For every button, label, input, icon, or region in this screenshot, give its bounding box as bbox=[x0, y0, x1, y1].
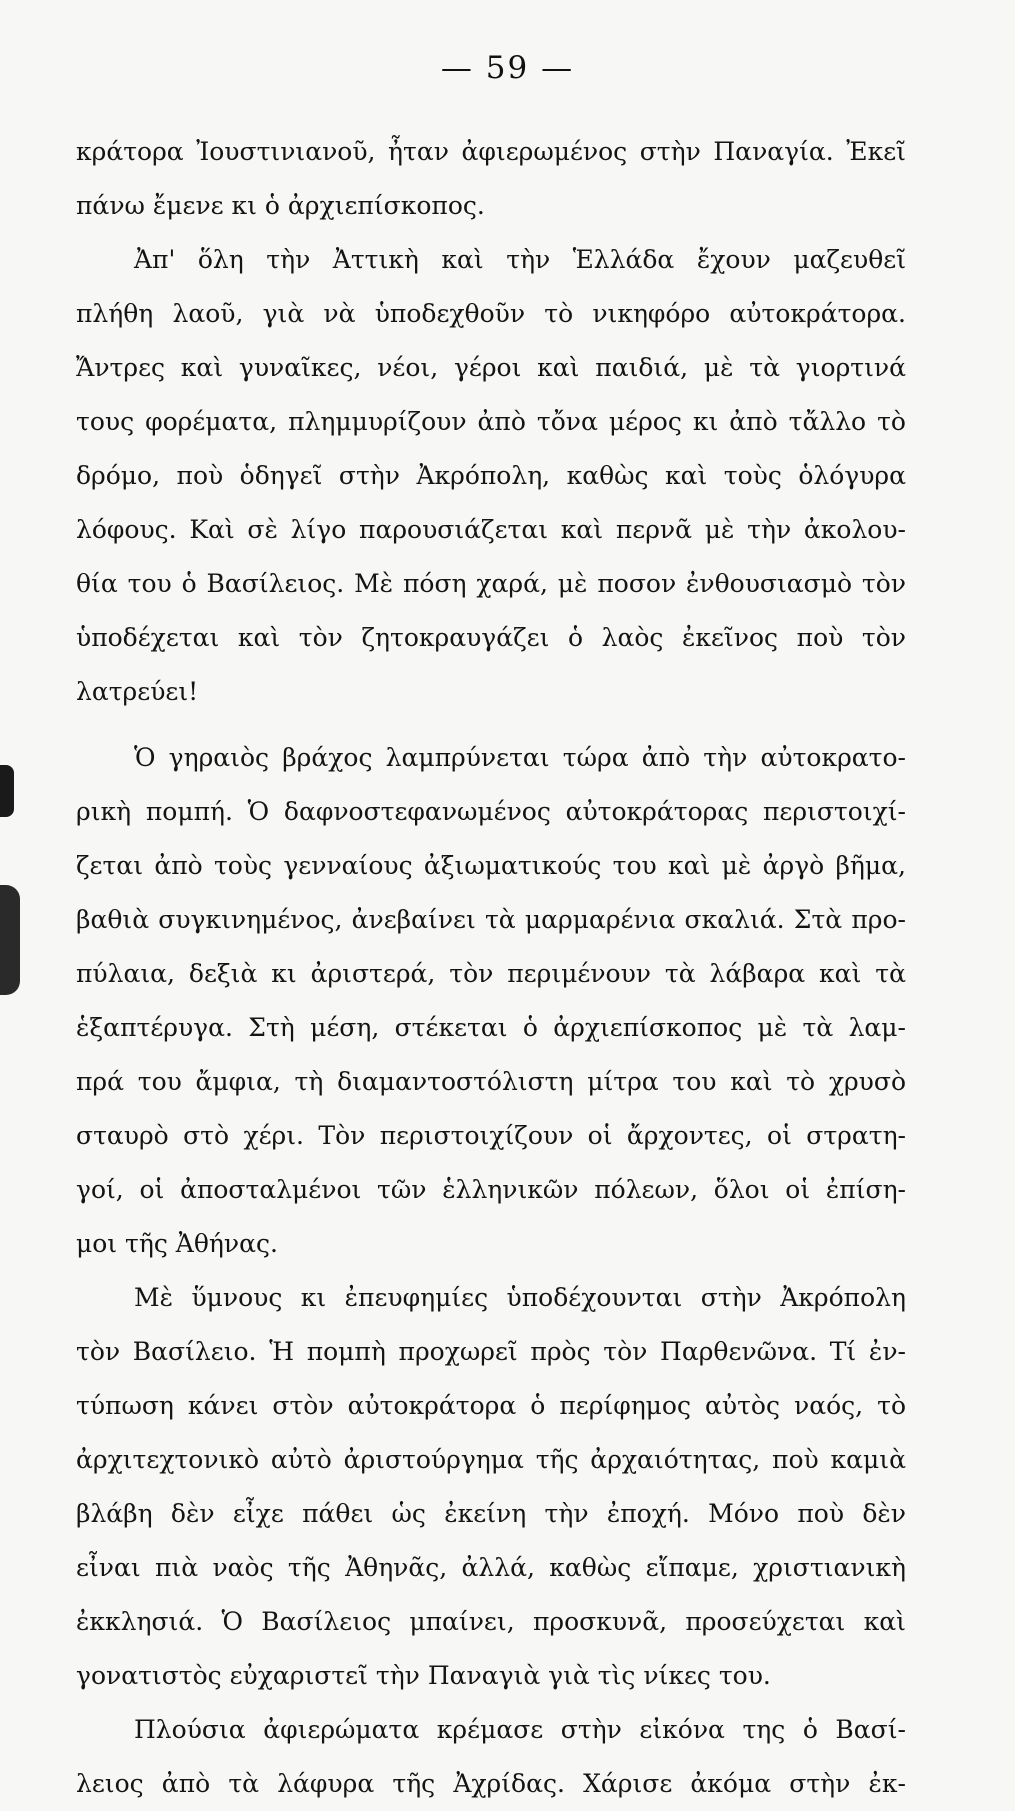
text-line: πύλαια, δεξιὰ κι ἀριστερά, τὸν περιμένουν τὰ λάβαρα καὶ τὰ bbox=[76, 959, 906, 988]
text-line: πρά του ἄμφια, τὴ διαμαντοστόλιστη μίτρα του καὶ τὸ χρυσὸ bbox=[76, 1067, 906, 1096]
text-line: πλήθη λαοῦ, γιὰ νὰ ὑποδεχθοῦν τὸ νικηφόρο αὐτοκράτορα. bbox=[76, 299, 906, 328]
text-line: ὑποδέχεται καὶ τὸν ζητοκραυγάζει ὁ λαὸς ἐκεῖνος ποὺ τὸν bbox=[76, 623, 906, 652]
page-number: — 59 — bbox=[440, 50, 575, 86]
text-line: λειος ἀπὸ τὰ λάφυρα τῆς Ἀχρίδας. Χάρισε ἀκόμα στὴν ἐκ- bbox=[76, 1769, 906, 1798]
text-line: μοι τῆς Ἀθήνας. bbox=[76, 1229, 278, 1258]
text-line: τύπωση κάνει στὸν αὐτοκράτορα ὁ περίφημος αὐτὸς ναός, τὸ bbox=[76, 1391, 906, 1420]
text-line: γονατιστὸς εὐχαριστεῖ τὴν Παναγιὰ γιὰ τὶς νίκες του. bbox=[76, 1661, 771, 1690]
text-line: γοί, οἱ ἀποσταλμένοι τῶν ἑλληνικῶν πόλεων, ὅλοι οἱ ἐπίση- bbox=[76, 1175, 906, 1204]
text-line: εἶναι πιὰ ναὸς τῆς Ἀθηνᾶς, ἀλλά, καθὼς εἴπαμε, χριστιανικὴ bbox=[76, 1553, 906, 1582]
text-line: ἐκκλησιά. Ὁ Βασίλειος μπαίνει, προσκυνᾶ, προσεύχεται καὶ bbox=[76, 1607, 906, 1636]
scan-edge-shadow bbox=[0, 765, 14, 817]
text-line: ζεται ἀπὸ τοὺς γενναίους ἀξιωματικούς του καὶ μὲ ἀργὸ βῆμα, bbox=[76, 851, 906, 880]
paragraph-start-line: Ὁ γηραιὸς βράχος λαμπρύνεται τώρα ἀπὸ τὴν αὐτοκρατο- bbox=[134, 743, 906, 772]
paragraph-start-line: Μὲ ὕμνους κι ἐπευφημίες ὑποδέχουνται στὴν Ἀκρόπολη bbox=[134, 1283, 906, 1312]
text-line: κράτορα Ἰουστινιανοῦ, ἦταν ἀφιερωμένος στὴν Παναγία. Ἐκεῖ bbox=[76, 137, 906, 166]
text-line: τὸν Βασίλειο. Ἡ πομπὴ προχωρεῖ πρὸς τὸν Παρθενῶνα. Τί ἐν- bbox=[76, 1337, 906, 1366]
text-line: δρόμο, ποὺ ὁδηγεῖ στὴν Ἀκρόπολη, καθὼς καὶ τοὺς ὁλόγυρα bbox=[76, 461, 906, 490]
paragraph-start-line: Ἀπ' ὅλη τὴν Ἀττικὴ καὶ τὴν Ἑλλάδα ἔχουν μαζευθεῖ bbox=[134, 245, 906, 274]
text-line: τους φορέματα, πλημμυρίζουν ἀπὸ τὄνα μέρος κι ἀπὸ τἄλλο τὸ bbox=[76, 407, 906, 436]
text-line: πάνω ἔμενε κι ὁ ἀρχιεπίσκοπος. bbox=[76, 191, 485, 220]
text-line: βλάβη δὲν εἶχε πάθει ὡς ἐκείνη τὴν ἐποχή. Μόνο ποὺ δὲν bbox=[76, 1499, 906, 1528]
text-line: Ἄντρες καὶ γυναῖκες, νέοι, γέροι καὶ παιδιά, μὲ τὰ γιορτινά bbox=[76, 353, 906, 382]
page-body-text bbox=[76, 125, 906, 1811]
text-line: ἑξαπτέρυγα. Στὴ μέση, στέκεται ὁ ἀρχιεπίσκοπος μὲ τὰ λαμ- bbox=[76, 1013, 906, 1042]
text-line: θία του ὁ Βασίλειος. Μὲ πόση χαρά, μὲ ποσον ἐνθουσιασμὸ τὸν bbox=[76, 569, 906, 598]
text-line: βαθιὰ συγκινημένος, ἀνεβαίνει τὰ μαρμαρένια σκαλιά. Στὰ προ- bbox=[76, 905, 906, 934]
text-line: ἀρχιτεχτονικὸ αὐτὸ ἀριστούργημα τῆς ἀρχαιότητας, ποὺ καμιὰ bbox=[76, 1445, 906, 1474]
text-line: σταυρὸ στὸ χέρι. Τὸν περιστοιχίζουν οἱ ἄρχοντες, οἱ στρατη- bbox=[76, 1121, 906, 1150]
text-line: ρικὴ πομπή. Ὁ δαφνοστεφανωμένος αὐτοκράτορας περιστοιχί- bbox=[76, 797, 906, 826]
scan-edge-shadow bbox=[0, 885, 20, 995]
text-line: λατρεύει! bbox=[76, 677, 199, 706]
paragraph-start-line: Πλούσια ἀφιερώματα κρέμασε στὴν εἰκόνα της ὁ Βασί- bbox=[134, 1715, 906, 1744]
text-line: λόφους. Καὶ σὲ λίγο παρουσιάζεται καὶ περνᾶ μὲ τὴν ἀκολου- bbox=[76, 515, 906, 544]
